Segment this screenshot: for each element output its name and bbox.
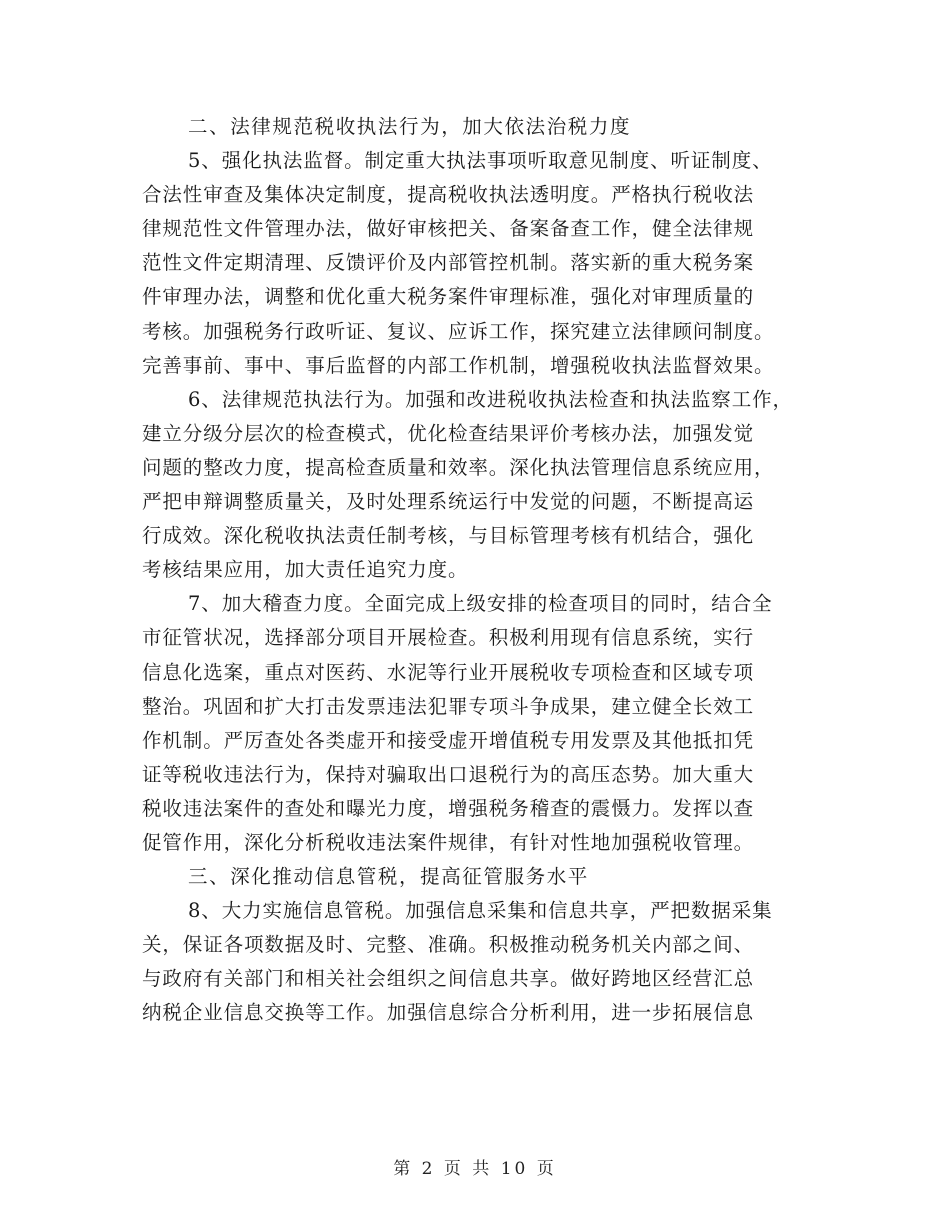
text-line: 纳税企业信息交换等工作。加强信息综合分析利用，进一步拓展信息 [142,1001,755,1025]
body-paragraph [142,144,822,383]
text-line: 问题的整改力度，提高检查质量和效率。深化执法管理信息系统应用， [142,455,775,479]
document-body [142,110,822,1031]
text-line: 整治。巩固和扩大打击发票违法犯罪专项斗争成果，建立健全长效工 [142,694,755,718]
text-line: 三、深化推动信息管税，提高征管服务水平 [188,865,589,889]
text-line: 行成效。深化税收执法责任制考核，与目标管理考核有机结合，强化 [142,524,755,548]
text-line: 考核结果应用，加大责任追究力度。 [142,558,469,582]
text-line: 严把申辩调整质量关，及时处理系统运行中发觉的问题，不断提高运 [142,490,755,514]
text-line: 促管作用，深化分析税收违法案件规律，有针对性地加强税收管理。 [142,830,755,854]
text-line: 证等税收违法行为，保持对骗取出口退税行为的高压态势。加大重大 [142,762,755,786]
text-line: 7、加大稽查力度。全面完成上级安排的检查项目的同时，结合全 [188,592,773,616]
text-line: 范性文件定期清理、反馈评价及内部管控机制。落实新的重大税务案 [142,251,755,275]
text-line: 合法性审查及集体决定制度，提高税收执法透明度。严格执行税收法 [142,183,755,207]
text-line: 8、大力实施信息管税。加强信息采集和信息共享，严把数据采集 [188,899,773,923]
text-line: 作机制。严厉查处各类虚开和接受虚开增值税专用发票及其他抵扣凭 [142,728,755,752]
section-heading [142,110,822,144]
text-line: 关，保证各项数据及时、完整、准确。积极推动税务机关内部之间、 [142,933,755,957]
body-paragraph [142,587,822,860]
text-line: 5、强化执法监督。制定重大执法事项听取意见制度、听证制度、 [188,149,773,173]
text-line: 市征管状况，选择部分项目开展检查。积极利用现有信息系统，实行 [142,626,755,650]
text-line: 考核。加强税务行政听证、复议、应诉工作，探究建立法律顾问制度。 [142,319,775,343]
text-line: 与政府有关部门和相关社会组织之间信息共享。做好跨地区经营汇总 [142,967,755,991]
text-line: 建立分级分层次的检查模式，优化检查结果评价考核办法，加强发觉 [142,421,755,445]
section-heading [142,860,822,894]
text-line: 税收违法案件的查处和曝光力度，增强税务稽查的震慑力。发挥以查 [142,796,755,820]
text-line: 律规范性文件管理办法，做好审核把关、备案备查工作，健全法律规 [142,217,755,241]
body-paragraph [142,383,822,588]
text-line: 信息化选案，重点对医药、水泥等行业开展税收专项检查和区域专项 [142,660,755,684]
body-paragraph [142,894,822,1030]
page-footer: 第 2 页 共 10 页 [393,1159,557,1179]
text-line: 二、法律规范税收执法行为，加大依法治税力度 [188,115,632,138]
text-line: 6、法律规范执法行为。加强和改进税收执法检查和执法监察工作， [188,387,793,411]
text-line: 完善事前、事中、事后监督的内部工作机制，增强税收执法监督效果。 [142,353,775,377]
text-line: 件审理办法，调整和优化重大税务案件审理标准，强化对审理质量的 [142,285,755,309]
